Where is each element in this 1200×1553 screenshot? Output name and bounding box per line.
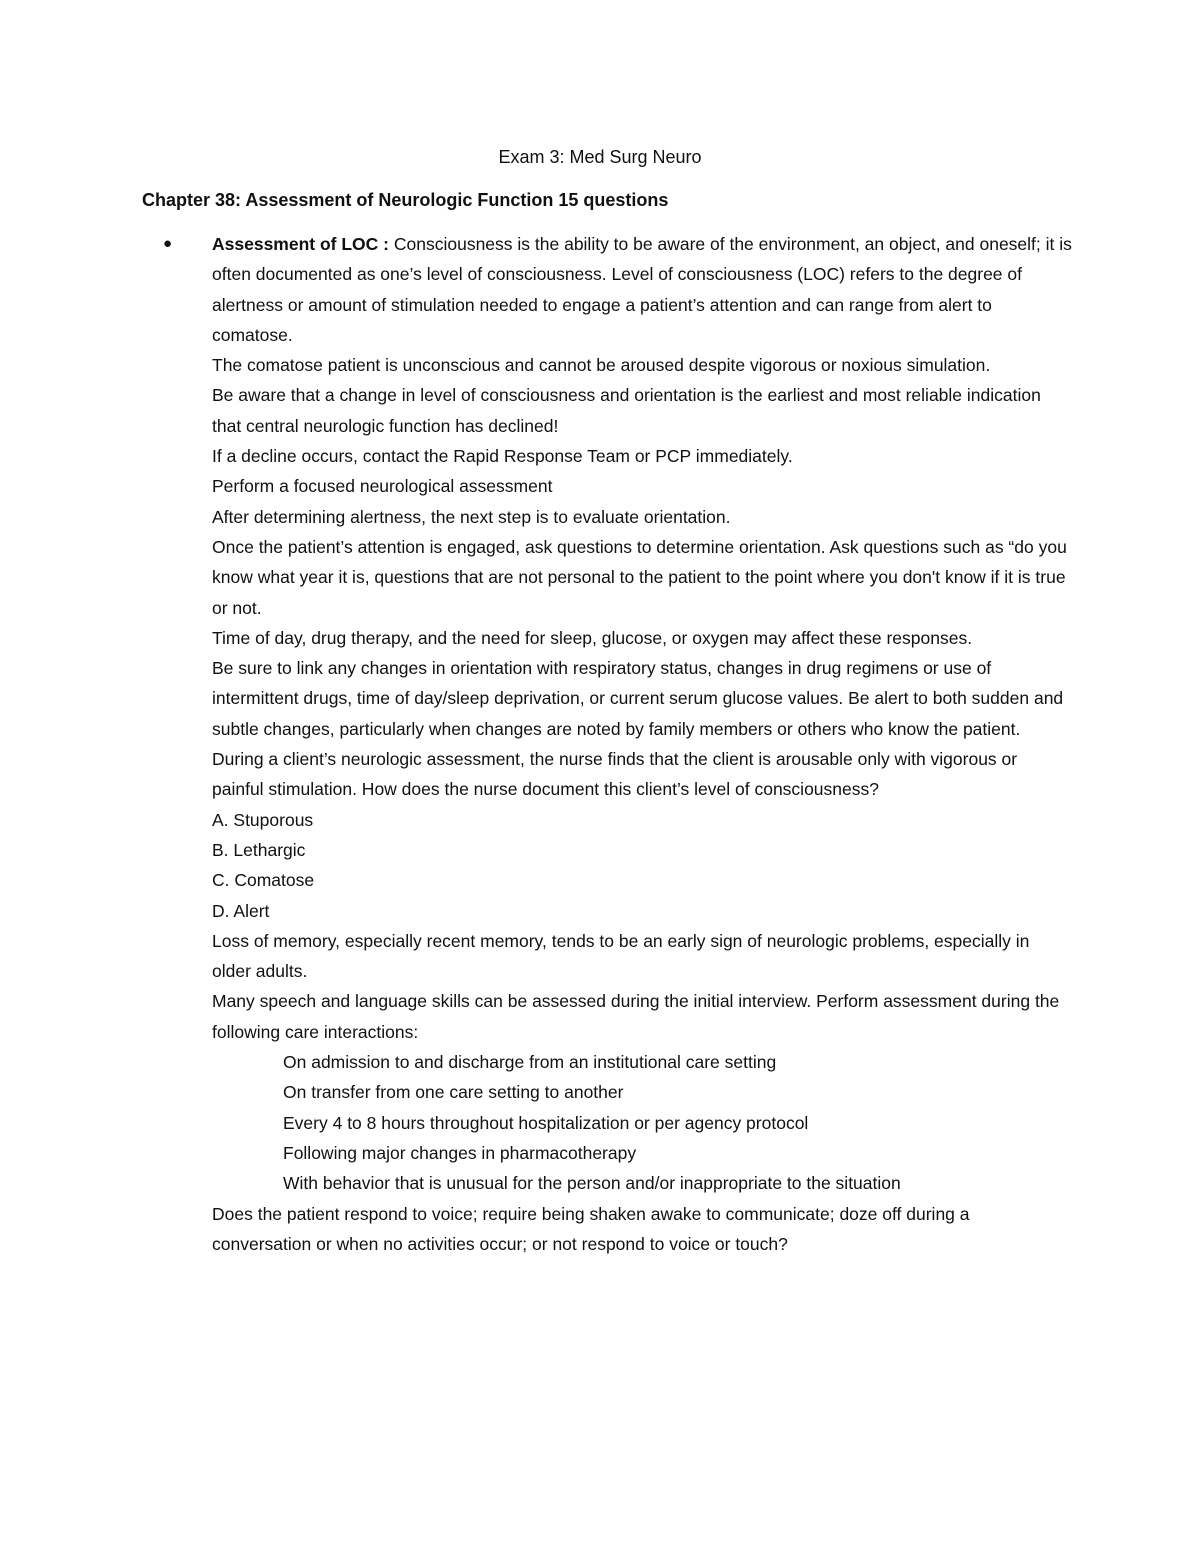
care-interaction-item: With behavior that is unusual for the person and/or inappropriate to the situation (283, 1173, 901, 1194)
section-intro: Consciousness is the ability to be aware of the environment, an object, and oneself; it is often documented as one’s level of consciousness. Level of consciousness (LOC) refers to the degree of alertness or amount of stimulation needed to engage a patient’s attention and can range from alert to comatose. (212, 234, 1072, 345)
paragraph-loc-change: Be aware that a change in level of consciousness and orientation is the earliest and most reliable indication that central neurologic function has declined! (212, 385, 1041, 436)
section-lead-separator: : (378, 234, 394, 254)
section-content (212, 229, 1072, 1259)
paragraph-memory: Loss of memory, especially recent memory, tends to be an early sign of neurologic problems, especially in older adults. (212, 930, 1030, 982)
answer-option-a: A. Stuporous (212, 809, 314, 830)
care-interaction-item: On transfer from one care setting to another (283, 1082, 624, 1103)
paragraph-focused-assessment: Perform a focused neurological assessment (212, 476, 553, 497)
paragraph-comatose: The comatose patient is unconscious and cannot be aroused despite vigorous or noxious simulation. (212, 355, 991, 376)
question-stem: During a client’s neurologic assessment, the nurse finds that the client is arousable only with vigorous or painful stimulation. How does the nurse document this client’s level of consciousness? (212, 749, 1018, 800)
paragraph-closing: Does the patient respond to voice; require being shaken awake to communicate; doze off during a conversation or when no activities occur; or not respond to voice or touch? (212, 1203, 970, 1254)
bullet-icon: ● (163, 235, 173, 252)
paragraph-decline: If a decline occurs, contact the Rapid Response Team or PCP immediately. (212, 446, 793, 467)
chapter-heading: Chapter 38: Assessment of Neurologic Function 15 questions (142, 190, 669, 210)
care-interaction-item: Following major changes in pharmacotherapy (283, 1142, 637, 1163)
section-lead: Assessment of LOC (212, 234, 379, 254)
paragraph-orientation: After determining alertness, the next step is to evaluate orientation. (212, 506, 731, 527)
intro-paragraph (212, 229, 1072, 350)
care-interaction-item: On admission to and discharge from an institutional care setting (283, 1052, 777, 1073)
paragraph-speech: Many speech and language skills can be assessed during the initial interview. Perform assessment during the following care interactions: (212, 991, 1060, 1042)
document-title: Exam 3: Med Surg Neuro (498, 147, 702, 167)
answer-option-b: B. Lethargic (212, 839, 306, 860)
answer-option-c: C. Comatose (212, 870, 315, 891)
care-interaction-item: Every 4 to 8 hours throughout hospitalization or per agency protocol (283, 1112, 809, 1133)
paragraph-link-changes: Be sure to link any changes in orientation with respiratory status, changes in drug regimens or use of intermittent drugs, time of day/sleep deprivation, or current serum glucose values. Be alert to both sudden and subtle changes, particularly when changes are noted by family members or others who know the patient. (212, 658, 1064, 739)
paragraph-orientation-questions: Once the patient’s attention is engaged, ask questions to determine orientation. Ask questions such as “do you know what year it is, questions that are not personal to the patient to the point where you don't know if it is true or not. (212, 536, 1067, 618)
answer-option-d: D. Alert (212, 900, 270, 921)
paragraph-affect-responses: Time of day, drug therapy, and the need for sleep, glucose, or oxygen may affect these responses. (212, 627, 973, 648)
